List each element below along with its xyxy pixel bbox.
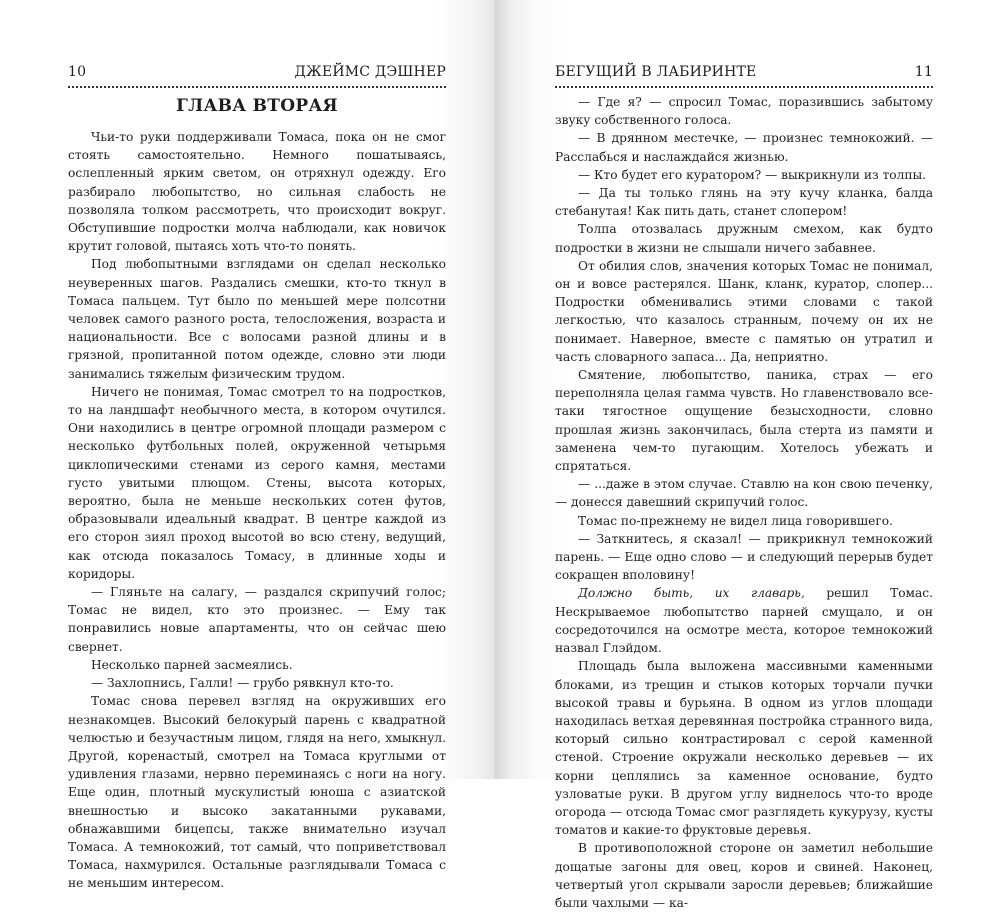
paragraph: — Где я? — спросил Томас, поразившись забытому звуку собственного голоса. — [555, 95, 933, 128]
paragraph: — Заткнитесь, я сказал! — прикрикнул темнокожий парень. — Еще одно слово — и следующий перерыв будет сокращен вполовину! — [555, 531, 933, 583]
chapter-title: ГЛАВА ВТОРАЯ — [176, 96, 338, 116]
paragraph: Чьи-то руки поддерживали Томаса, пока он не смог стоять самостоятельно. Немного пошатываясь, ослепленный ярким светом, он отряхнул одежду. Его разбирало любопытство, но сильная слабость не позволяла толком рассмотреть, что происходит вокруг. Обступившие подростки молча наблюдали, как новичок крутит головой, пытаясь хоть что-то понять. — [68, 130, 446, 254]
paragraph: — Захлопнись, Галли! — грубо рявкнул кто-то. — [91, 676, 394, 691]
running-head-book-title: БЕГУЩИЙ В ЛАБИРИНТЕ — [555, 64, 757, 80]
paragraph: Ничего не понимая, Томас смотрел то на подростков, то на ландшафт необычного места, в котором очутился. Они находились в центре огромной площади размером с несколько футбольных полей, окруженной четырьмя циклопическими стенами из серого камня, местами густо увитыми плющом. Стены, высота которых, вероятно, была не меньше нескольких сотен футов, образовывали идеальный квадрат. В центре каждой из его сторон зиял проход высотой во всю стену, ведущий, как отсюда показалось Томасу, в длинные ходы и коридоры. — [68, 384, 446, 581]
paragraph: От обилия слов, значения которых Томас не понимал, он и вовсе растерялся. Шанк, кланк, куратор, слопер... Подростки обменивались этими словами с такой легкостью, что казалось странным, почему он их не понимает. Наверное, вместе с памятью он утратил и часть словарного запаса... Да, неприятно. — [555, 258, 933, 364]
running-head-author: ДЖЕЙМС ДЭШНЕР — [294, 64, 446, 80]
right-page-body — [555, 93, 933, 912]
page-number: 11 — [914, 64, 933, 80]
paragraph-rest: решил Томас. Нескрываемое любопытство парней смущало, и он сосредоточился на осмотре места, которое темнокожий назвал Глэйдом. — [555, 586, 934, 656]
paragraph-with-italic — [555, 584, 933, 657]
italic-thought: Должно быть, их главарь, — [578, 586, 805, 601]
paragraph: — Кто будет его куратором? — выкрикнули из толпы. — [578, 167, 927, 182]
right-page — [496, 0, 1000, 910]
paragraph: Смятение, любопытство, паника, страх — его переполняла целая гамма чувств. Но главенствовало все-таки тягостное ощущение безысходности, словно прошлая жизнь закончилась, была стерта из памяти и заменена чем-то пугающим. Хотелось убежать и спрятаться. — [555, 368, 933, 474]
paragraph: Под любопытными взглядами он сделал несколько неуверенных шагов. Раздались смешки, кто-то ткнул в Томаса пальцем. Тут было по меньшей мере полсотни человек самого разного роста, телосложения, возраста и национальности. Все с волосами разной длины и в грязной, пропитанной потом одежде, словно эти люди занимались тяжелым физическим трудом. — [68, 257, 446, 381]
dotted-rule — [68, 86, 446, 88]
paragraph: Томас снова перевел взгляд на окруживших его незнакомцев. Высокий белокурый парень с квадратной челюстью и безучастным лицом, глядя на него, хмыкнул. Другой, коренастый, смотрел на Томаса круглыми от удивления глазами, нервно переминаясь с ноги на ногу. Еще один, плотный мускулистый юноша с азиатской внешностью и высоко закатанными рукавами, обнажавшими бицепсы, также внимательно изучал Томаса. А темнокожий, тот самый, что поприветствовал Томаса, нахмурился. Остальные разглядывали Томаса с не меньшим интересом. — [68, 694, 446, 891]
dotted-rule — [555, 86, 933, 88]
paragraph: В противоположной стороне он заметил небольшие дощатые загоны для овец, коров и свиней. Наконец, четвертый угол скрывали заросли деревьев; ближайшие были чахлыми — ка- — [555, 841, 933, 910]
paragraph: Несколько парней засмеялись. — [91, 657, 293, 672]
left-page — [0, 0, 496, 891]
paragraph: — Гляньте на салагу, — раздался скрипучий голос; Томас не видел, кто это произнес. — Ему так понравились новые апартаменты, что он сейчас шею свернет. — [68, 585, 446, 654]
paragraph: Толпа отозвалась дружным смехом, как будто подростки в жизни не слышали ничего забавнее. — [555, 222, 933, 255]
left-page-header — [68, 64, 446, 82]
right-page-header — [555, 64, 933, 82]
left-page-body — [68, 128, 446, 893]
paragraph: Томас по-прежнему не видел лица говорившего. — [578, 513, 893, 528]
paragraph: — Да ты только глянь на эту кучу кланка, балда стебанутая! Как пить дать, станет слопером! — [555, 186, 933, 219]
page-number: 10 — [68, 64, 87, 80]
paragraph: Площадь была выложена массивными каменными блоками, из трещин и стыков которых торчали пучки высокой травы и бурьяна. В одном из углов площади находилась ветхая деревянная постройка странного вида, который сильно контрастировал с серой каменной стеной. Строение окружали несколько деревьев — их корни цеплялись за каменное основание, будто узловатые руки. В другом углу виднелось что-то вроде огорода — отсюда Томас смог разглядеть кукурузу, кусты томатов и какие-то фруктовые деревья. — [555, 659, 933, 838]
paragraph: — ...даже в этом случае. Ставлю на кон свою печенку, — донесся давешний скрипучий голос. — [555, 477, 933, 510]
paragraph: — В дрянном местечке, — произнес темнокожий. — Расслабься и наслаждайся жизнью. — [555, 131, 933, 164]
